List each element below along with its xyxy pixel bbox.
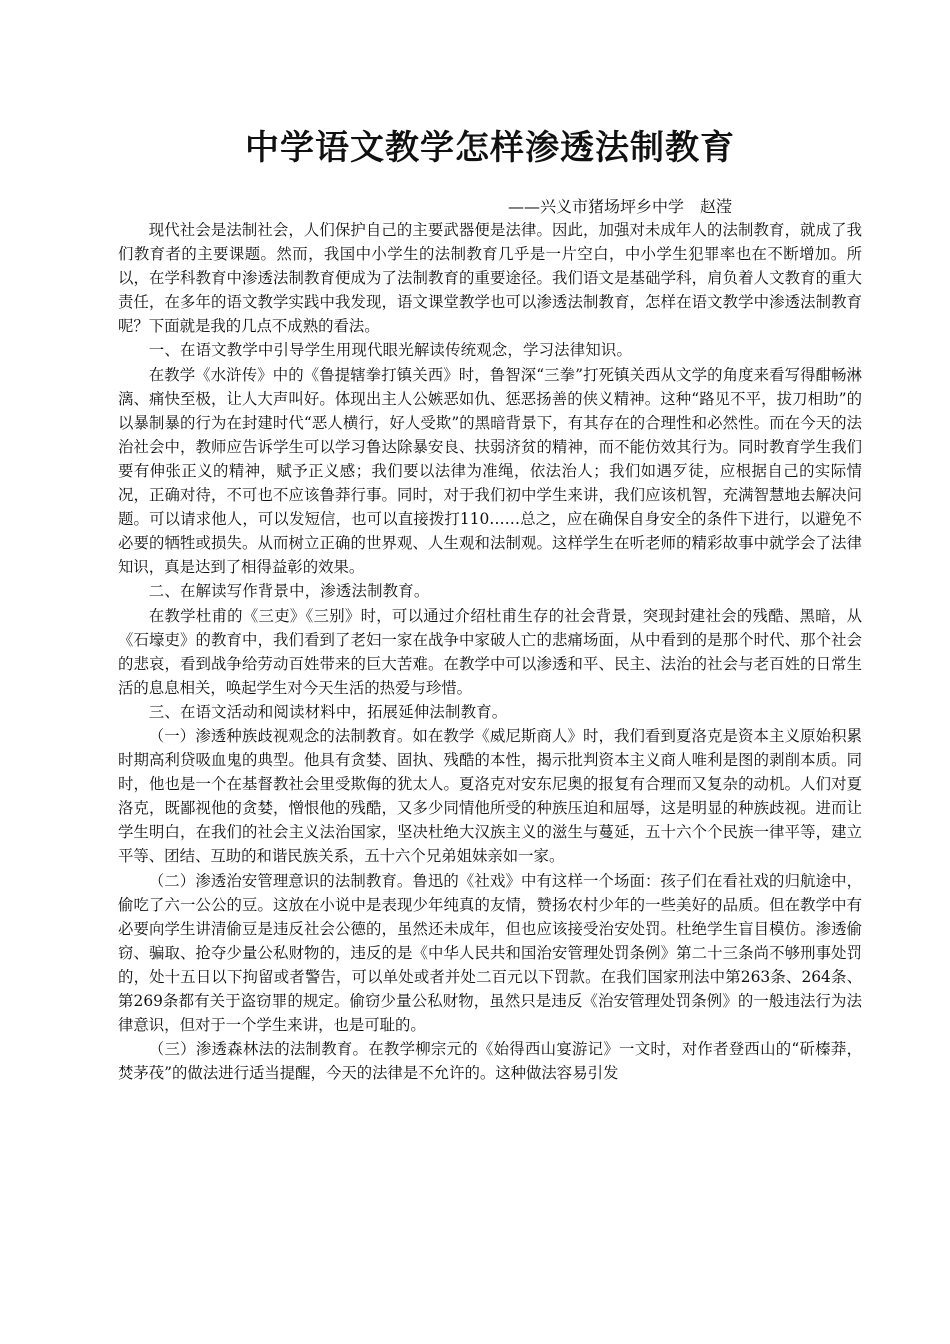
section-heading-1: 一、在语文教学中引导学生用现代眼光解读传统观念，学习法律知识。 (148, 341, 633, 360)
paragraph-subsection-1: （一）渗透种族歧视观念的法制教育。如在教学《威尼斯商人》时，我们看到夏洛克是资本主义原始积累时期高利贷吸血鬼的典型。他具有贪婪、固执、残酷的本性，揭示批判资本主义商人唯利是图的剥削本质。同时，他也是一个在基督教社会里受欺侮的犹太人。夏洛克对安东尼奥的报复有合理而又复杂的动机。人们对夏洛克，既鄙视他的贪婪，憎恨他的残酷，又多少同情他所受的种族压迫和屈辱，这是明显的种族歧视。进而让学生明白，在我们的社会主义法治国家，坚决杜绝大汉族主义的滋生与蔓延，五十六个个民族一律平等，建立平等、团结、互助的和谐民族关系，五十六个兄弟姐妹亲如一家。 (118, 726, 862, 866)
document-body (118, 218, 862, 1085)
document-title: 中学语文教学怎样渗透法制教育 (245, 128, 735, 168)
paragraph-subsection-2: （二）渗透治安管理意识的法制教育。鲁迅的《社戏》中有这样一个场面：孩子们在看社戏的归航途中，偷吃了六一公公的豆。这放在小说中是表现少年纯真的友情，赞扬农村少年的一些美好的品质。但在教学中有必要向学生讲清偷豆是违反社会公德的，虽然还未成年，但也应该接受治安处罚。杜绝学生盲目模仿。渗透偷窃、骗取、抢夺少量公私财物的，违反的是《中华人民共和国治安管理处罚条例》第二十三条尚不够刑事处罚的，处十五日以下拘留或者警告，可以单处或者并处二百元以下罚款。在我们国家刑法中第263条、264条、第269条都有关于盗窃罪的规定。偷窃少量公私财物，虽然只是违反《治安管理处罚条例》的一般违法行为法律意识，但对于一个学生来讲，也是可耻的。 (118, 871, 862, 1035)
paragraph-intro: 现代社会是法制社会，人们保护自己的主要武器便是法律。因此，加强对未成年人的法制教育，就成了我们教育者的主要课题。然而，我国中小学生的法制教育几乎是一片空白，中小学生犯罪率也在不断增加。所以，在学科教育中渗透法制教育便成为了法制教育的重要途径。我们语文是基础学科，肩负着人文教育的重大责任，在多年的语文教学实践中我发现，语文课堂教学也可以渗透法制教育，怎样在语文教学中渗透法制教育呢？下面就是我的几点不成熟的看法。 (118, 221, 862, 336)
section-heading-2: 二、在解读写作背景中，渗透法制教育。 (148, 582, 430, 601)
paragraph-subsection-3: （三）渗透森林法的法制教育。在教学柳宗元的《始得西山宴游记》一文时，对作者登西山的“斫榛莽，焚茅茷”的做法进行适当提醒，今天的法律是不允许的。这种做法容易引发 (118, 1040, 862, 1083)
section-heading-3: 三、在语文活动和阅读材料中，拓展延伸法制教育。 (148, 702, 508, 721)
paragraph-section-1: 在教学《水浒传》中的《鲁提辖拳打镇关西》时，鲁智深“三拳”打死镇关西从文学的角度来看写得酣畅淋漓、痛快至极，让人大声叫好。体现出主人公嫉恶如仇、惩恶扬善的侠义精神。这种“路见不平，拔刀相助”的以暴制暴的行为在封建时代“恶人横行，好人受欺”的黑暗背景下，有其存在的合理性和必然性。而在今天的法治社会中，教师应告诉学生可以学习鲁达除暴安良、扶弱济贫的精神，而不能仿效其行为。同时教育学生我们要有伸张正义的精神，赋予正义感；我们要以法律为准绳，依法治人；我们如遇歹徒，应根据自己的实际情况，正确对待，不可也不应该鲁莽行事。同时，对于我们初中学生来讲，我们应该机智，充满智慧地去解决问题。可以请求他人，可以发短信，也可以直接拨打110……总之，应在确保自身安全的条件下进行，以避免不必要的牺牲或损失。从而树立正确的世界观、人生观和法制观。这样学生在听老师的精彩故事中就学会了法律知识，真是达到了相得益彰的效果。 (118, 365, 862, 577)
author-byline: ——兴义市猪场坪乡中学 赵滢 (507, 197, 732, 216)
paragraph-section-2: 在教学杜甫的《三吏》《三别》时，可以通过介绍杜甫生存的社会背景，突现封建社会的残酷、黑暗，从《石壕吏》的教育中，我们看到了老妇一家在战争中家破人亡的悲痛场面，从中看到的是那个时代、那个社会的悲哀，看到战争给劳动百姓带来的巨大苦难。在教学中可以渗透和平、民主、法治的社会与老百姓的日常生活的息息相关，唤起学生对今天生活的热爱与珍惜。 (118, 606, 862, 697)
